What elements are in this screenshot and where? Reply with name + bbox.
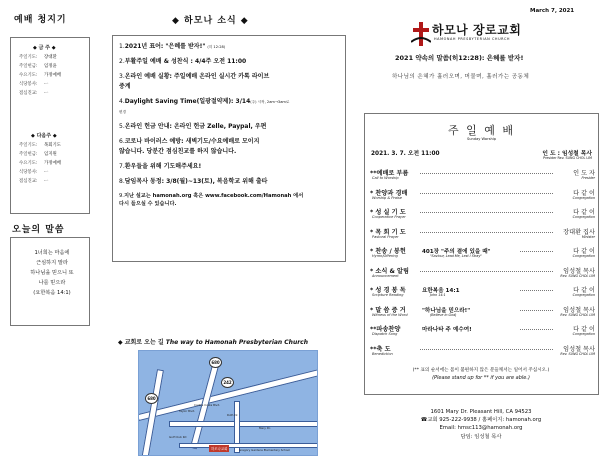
- worship-leader: 인 도 : 임성철 목사: [542, 151, 592, 157]
- order-item-content: "하나님을 믿으라!": [422, 307, 471, 314]
- worship-title: 주 일 예 배: [448, 124, 515, 137]
- order-item-leader: 다 같 이: [573, 248, 595, 255]
- this-week-list: [19, 53, 61, 98]
- church-logo-icon: [411, 22, 431, 46]
- worship-order-row: [370, 227, 595, 244]
- dot-leader: [420, 212, 553, 213]
- stand-note-en: (Please stand up for ** if you are able.): [432, 375, 530, 381]
- church-phone: ☎교회 925-222-9938 / 홈페이지: hamonah.org: [420, 417, 542, 424]
- motto: 2021 약속의 말씀(히12:28): 은혜를 받자!: [395, 54, 524, 62]
- order-item-leader: 다 같 이: [573, 189, 595, 197]
- worship-order-row: [370, 344, 595, 361]
- map-label: Contra Costa Blvd.: [194, 403, 221, 407]
- bulletin-date: March 7, 2021: [530, 8, 575, 14]
- highway-shield: 680: [145, 393, 158, 404]
- order-item-label-en: Benediction: [372, 351, 393, 356]
- news-item: 7.환우들을 위해 기도해주세요!: [119, 163, 202, 170]
- news-item: 4.Daylight Saving Time(일광절약제): 3/14(주) 시작, 2am→3am로 변경: [119, 98, 290, 114]
- order-item-label-en: Scripture Reading: [372, 293, 404, 297]
- order-item-label: **파송찬양: [370, 326, 401, 333]
- order-item-content: 요한복음 14:1: [422, 288, 460, 294]
- worship-order-row: [370, 188, 595, 205]
- order-item-leader-en: Congregation: [572, 215, 595, 219]
- order-item-label-en: Call to Worship: [372, 176, 399, 180]
- duty-row: 주일헌금: 임지원: [19, 152, 57, 157]
- dot-leader: [520, 310, 553, 311]
- map-title: ◆ 교회로 오는 길 The way to Hamonah Presbyterian Church: [118, 339, 309, 346]
- dot-leader: [520, 329, 553, 330]
- worship-order-row: [370, 305, 595, 322]
- church-name-ko: 하모나 장로교회: [432, 23, 522, 37]
- diamond-icon: ◆: [118, 339, 125, 346]
- duty-row: 주일기도: 장대환: [19, 55, 57, 60]
- highway-shield: 680: [209, 357, 222, 368]
- order-item-leader-en: Rev. SUNG CHOL LIM: [560, 312, 595, 317]
- this-week-heading: ◆ 금 주 ◆: [33, 45, 56, 51]
- order-item-label-en: Witness of the Word: [372, 312, 408, 317]
- church-map[interactable]: [138, 350, 318, 456]
- worship-order-row: [370, 246, 595, 263]
- order-item-content-en: John 14:1: [430, 293, 446, 297]
- news-item: 1.2021년 표어: "은혜를 받자!" (히 12:28): [119, 43, 226, 50]
- worship-leader-en: Presider Rev. SUNG CHOL LIM: [543, 156, 592, 160]
- map-label: Mary Dr.: [259, 426, 271, 430]
- worship-order-row: [370, 266, 595, 283]
- dot-leader: [420, 232, 553, 233]
- order-item-leader-en: Presider: [581, 176, 595, 180]
- map-label: Taylor Blvd.: [179, 409, 196, 413]
- order-item-leader-en: Rev. SUNG CHOL LIM: [560, 351, 595, 356]
- stand-note-ko: (** 표의 순서에는 몸이 불편하지 않은 분들께서는 일어서 주십시오.): [412, 368, 550, 373]
- sub-motto: 하나님의 은혜가 흘러오며, 머물며, 흘러가는 공동체: [392, 74, 530, 80]
- order-item-label: * 찬양과 경배: [370, 189, 408, 197]
- order-item-leader: 인 도 자: [573, 170, 595, 177]
- order-item-label: * 목 회 기 도: [370, 228, 406, 236]
- map-label: Ruth Dr.: [227, 413, 239, 417]
- church-pastor: 담임: 임성철 목사: [460, 433, 502, 440]
- duty-row: 주일헌금: 임정윤: [19, 64, 57, 69]
- order-item-leader-en: Congregation: [572, 254, 595, 258]
- order-item-label-en: Pastoral Prayer: [372, 234, 399, 239]
- order-item-leader: 다 같 이: [573, 287, 595, 294]
- news-item: 9.지난 설교는 hamonah.org 혹은 www.facebook.com/Hamonah 에서 다시 들으실 수 있습니다.: [119, 193, 304, 207]
- dot-leader: [420, 173, 553, 174]
- order-item-label-en: Dispatch Song: [372, 332, 398, 336]
- order-item-content: 마라나타 주 예수여!: [422, 327, 472, 333]
- order-item-label: * 소식 & 알림: [370, 267, 410, 275]
- order-item-leader: 임성철 목사: [563, 345, 595, 353]
- church-marker[interactable]: 하모나교회: [211, 447, 228, 451]
- order-item-leader: 임성철 목사: [563, 306, 595, 314]
- duty-box: [10, 37, 90, 214]
- duty-row: 식당봉사: ㅡ: [19, 82, 49, 87]
- duty-row: 주일기도: 목회기도: [19, 143, 61, 148]
- order-item-label: * 찬송 / 봉헌: [370, 248, 406, 255]
- news-item: 6.코로나 바이러스 예방: 새벽기도/수요예배로 모이지 않습니다. 당분간 점심친교를 하지 않습니다.: [119, 138, 260, 155]
- church-name-en: HAMONAH PRESBYTERIAN CHURCH: [434, 37, 511, 41]
- order-item-content-en: (Believe in God): [430, 312, 457, 317]
- order-item-leader-en: Minister: [581, 234, 595, 239]
- order-item-leader-en: Congregation: [572, 332, 595, 336]
- worship-order-row: [370, 168, 595, 185]
- duty-row: 수요기도: 가정예배: [19, 161, 61, 166]
- order-item-content: 401장 "주의 곁에 있을 때": [422, 249, 491, 255]
- worship-order-row: [370, 207, 595, 224]
- order-item-label: **축 도: [370, 345, 391, 353]
- order-item-label-en: Cooperative Prayer: [372, 215, 406, 219]
- next-week-list: [19, 141, 61, 186]
- worship-datetime: 2021. 3. 7. 오전 11:00: [371, 151, 440, 157]
- order-item-leader: 임성철 목사: [563, 267, 595, 275]
- order-item-label-en: Hymn/Offering: [372, 254, 398, 258]
- order-item-leader: 다 같 이: [573, 326, 595, 333]
- order-item-label: **예배로 부름: [370, 170, 409, 177]
- dot-leader: [420, 271, 553, 272]
- order-item-leader-en: Rev. SUNG CHOL LIM: [560, 273, 595, 278]
- church-footer: [365, 408, 597, 441]
- news-item: 5.온라인 헌금 안내: 온라인 헌금 Zelle, Paypal, 우편: [119, 123, 267, 130]
- next-week-heading: ◆ 다음주 ◆: [31, 133, 57, 139]
- church-address: 1601 Mary Dr. Pleasant Hill, CA 94523: [430, 409, 532, 415]
- worship-order-row: [370, 285, 595, 302]
- church-email[interactable]: Email: hmsc113@hamonah.org: [439, 425, 523, 432]
- news-title: ◆ 하모나 소식 ◆: [172, 16, 249, 26]
- map-label: Golf Club Rd: [169, 435, 187, 439]
- duty-row: 점심진교: ㅡ: [19, 179, 49, 184]
- duty-title: 예배 청지기: [14, 15, 67, 25]
- word-box: [10, 237, 90, 326]
- news-item: 8.담임목사 동정: 3/8(월)~13(토), 복음학교 위해 출타: [119, 178, 268, 185]
- order-item-leader-en: Congregation: [572, 293, 595, 297]
- order-item-label: * 성 경 봉 독: [370, 287, 406, 294]
- order-item-label: * 말 씀 증 거: [370, 306, 406, 314]
- order-item-content-en: "Saviour, Lead Me, Lest I Stray": [430, 254, 482, 258]
- duty-row: 점심진교: ㅡ: [19, 91, 49, 96]
- dot-leader: [420, 193, 553, 194]
- duty-row: 수요기도: 가정예배: [19, 73, 61, 78]
- news-item: 2.부활주일 예배 & 성찬식 : 4/4주 오전 11:00: [119, 58, 247, 65]
- news-list: [119, 42, 341, 213]
- order-item-leader-en: Congregation: [572, 195, 595, 200]
- map-street-mary-dr: [169, 421, 318, 427]
- worship-order-row: [370, 324, 595, 341]
- dot-leader: [420, 349, 553, 350]
- news-item: 3.온라인 예배 실황: 주일예배 온라인 실시간 카톡 라이브 중계: [119, 73, 270, 90]
- dot-leader: [520, 251, 553, 252]
- order-item-label-en: Worship & Praise: [372, 195, 402, 200]
- map-label: Gregory Gardens Elementary School: [239, 448, 291, 452]
- order-item-leader: 장대환 집사: [563, 228, 595, 236]
- dot-leader: [520, 290, 553, 291]
- word-text: 1너희는 마음에 근심하지 말라 하나님을 믿으니 또 나를 믿으라 (요한복음 14:1): [30, 250, 74, 296]
- order-item-label: * 성 실 기 도: [370, 209, 406, 216]
- news-box: [112, 35, 346, 262]
- word-title: 오늘의 말씀: [12, 225, 65, 235]
- worship-title-en: Sunday Worship: [466, 137, 497, 141]
- order-item-leader: 다 같 이: [573, 209, 595, 216]
- highway-shield: 242: [221, 377, 234, 388]
- duty-row: 식당봉사: ㅡ: [19, 170, 49, 175]
- order-item-label-en: Announcement: [372, 273, 399, 278]
